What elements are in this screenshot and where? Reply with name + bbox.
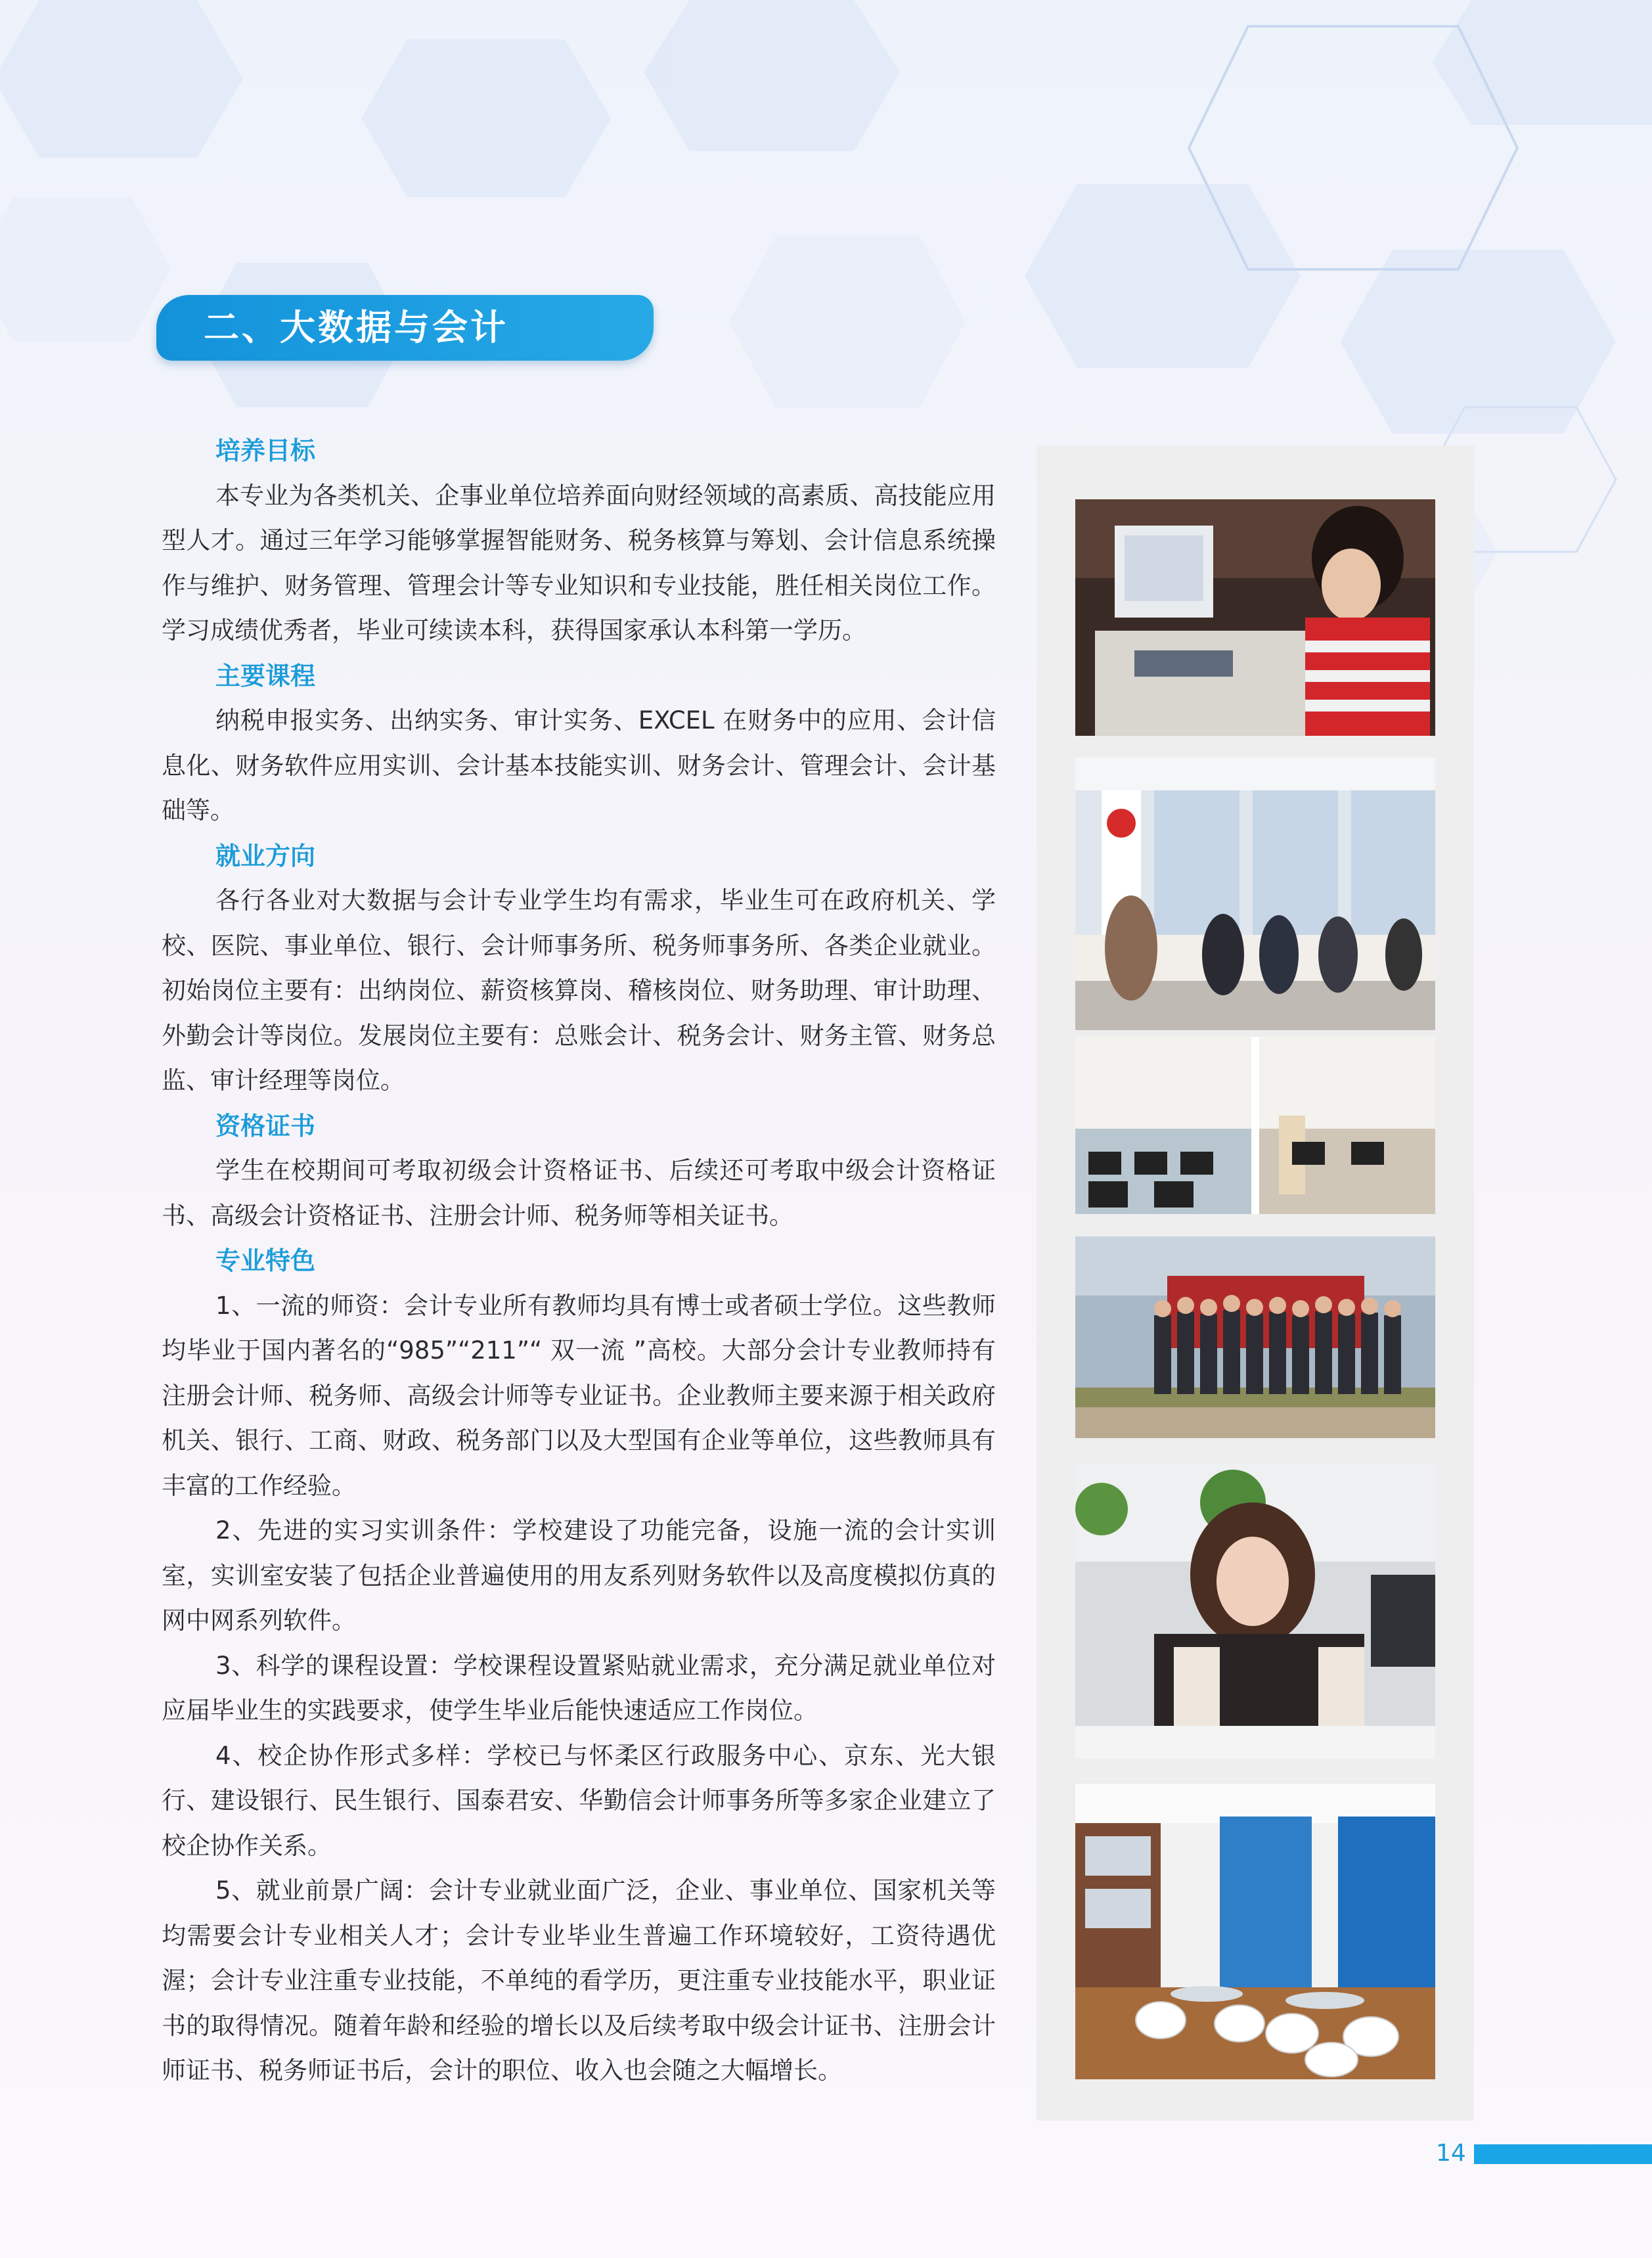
feature-item-2: 2、先进的实习实训条件：学校建设了功能完备，设施一流的会计实训室，实训室安装了包括企业普遍使用的用友系列财务软件以及高度模拟仿真的网中网系列软件。 [162, 1516, 996, 1635]
paragraph-training-goal: 本专业为各类机关、企事业单位培养面向财经领域的高素质、高技能应用型人才。通过三年学习能够掌握智能财务、税务核算与筹划、会计信息系统操作与维护、财务管理、管理会计等专业知识和专业技能，胜任相关岗位工作。学习成绩优秀者，毕业可续读本科，获得国家承认本科第一学历。 [162, 481, 996, 644]
paragraph-employment: 各行各业对大数据与会计专业学生均有需求，毕业生可在政府机关、学校、医院、事业单位、银行、会计师事务所、税务师事务所、各类企业就业。初始岗位主要有：出纳岗位、薪资核算岗、稽核岗位、财务助理、审计助理、外勤会计等岗位。发展岗位主要有：总账会计、税务会计、财务主管、财务总监、审计经理等岗位。 [162, 886, 996, 1095]
main-content [162, 428, 996, 2094]
page-number: 14 [1436, 2140, 1466, 2167]
photo-service-hall [1075, 757, 1435, 1030]
feature-item-3: 3、科学的课程设置：学校课程设置紧贴就业需求，充分满足就业单位对应届毕业生的实践要求，使学生毕业后能快速适应工作岗位。 [162, 1651, 996, 1725]
page-number-bar [1474, 2144, 1652, 2164]
section-title: 二、大数据与会计 [204, 307, 508, 348]
photo-teacher-group [1075, 1236, 1435, 1438]
heading-employment: 就业方向 [215, 841, 316, 870]
feature-item-5: 5、就业前景广阔：会计专业就业面广泛，企业、事业单位、国家机关等均需要会计专业相关人才；会计专业毕业生普遍工作环境较好，工资待遇优渥；会计专业注重专业技能，不单纯的看学历，更注重专业技能水平，职业证书的取得情况。随着年龄和经验的增长以及后续考取中级会计证书、注册会计师证书、税务师证书后，会计的职位、收入也会随之大幅增长。 [162, 1876, 996, 2085]
feature-item-4: 4、校企协作形式多样：学校已与怀柔区行政服务中心、京东、光大银行、建设银行、民生银行、国泰君安、华勤信会计师事务所等多家企业建立了校企协作关系。 [162, 1741, 996, 1860]
heading-certificates: 资格证书 [215, 1111, 316, 1140]
heading-training-goal: 培养目标 [215, 436, 316, 465]
paragraph-certificates: 学生在校期间可考取初级会计资格证书、后续还可考取中级会计资格证书、高级会计资格证书、注册会计师、税务师等相关证书。 [162, 1156, 996, 1230]
feature-item-1: 1、一流的师资：会计专业所有教师均具有博士或者硕士学位。这些教师均毕业于国内著名的“985”“211”“ 双一流 ”高校。大部分会计专业教师持有注册会计师、税务师、高级会计师等专业证书。企业教师主要来源于相关政府机关、银行、工商、财政、税务部门以及大型国有企业等单位，这些教师具有丰富的工作经验。 [162, 1291, 996, 1500]
heading-features: 专业特色 [215, 1246, 316, 1275]
photo-woman-writing [1075, 1463, 1435, 1759]
heading-main-courses: 主要课程 [215, 661, 316, 690]
section-title-banner [156, 295, 654, 361]
photo-computer-training-room [1075, 1037, 1435, 1214]
paragraph-main-courses: 纳税申报实务、出纳实务、审计实务、EXCEL 在财务中的应用、会计信息化、财务软件应用实训、会计基本技能实训、财务会计、管理会计、会计基础等。 [162, 706, 996, 824]
photo-lounge-area [1075, 1784, 1435, 2079]
photo-student-accounting-desk [1075, 499, 1435, 736]
